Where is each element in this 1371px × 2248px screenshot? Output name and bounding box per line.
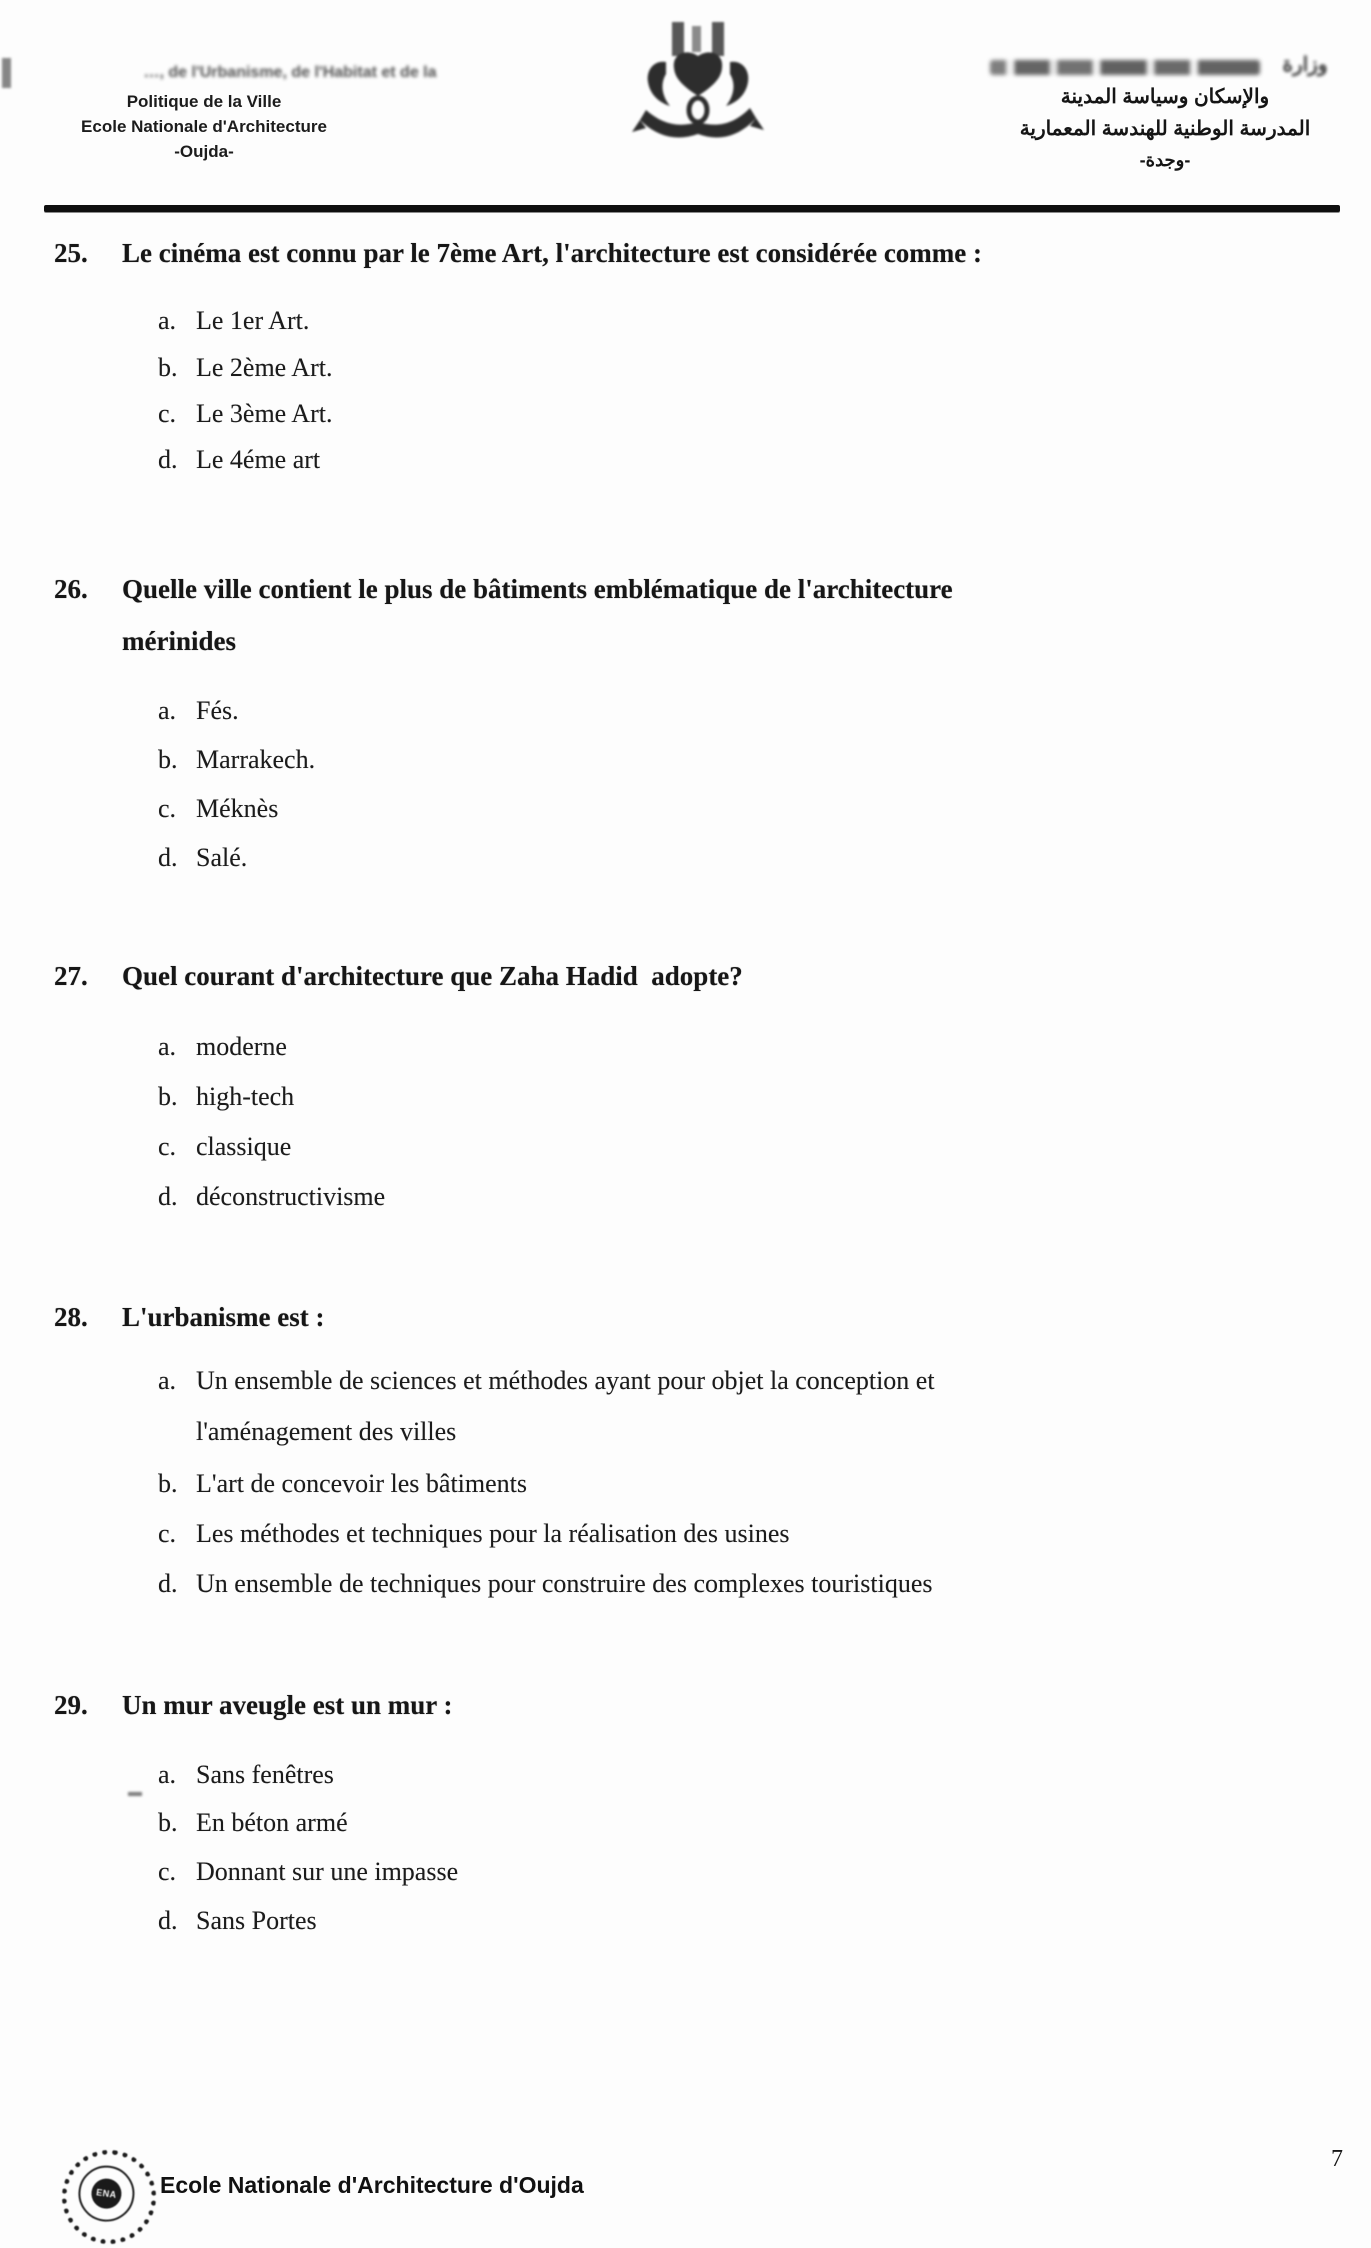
- option-letter: b.: [158, 1808, 178, 1837]
- ministry-name-ar: وزارة: [1282, 54, 1328, 76]
- option-letter: d.: [158, 1569, 178, 1598]
- option-text: classique: [196, 1132, 292, 1161]
- question-number: 29.: [54, 1690, 88, 1720]
- option-letter: b.: [158, 1469, 178, 1498]
- question-number: 28.: [54, 1302, 88, 1332]
- option-letter: c.: [158, 1857, 177, 1886]
- question-text: Quelle ville contient le plus de bâtiments emblématique de l'architecture: [122, 574, 953, 604]
- page-number: 7: [1331, 2146, 1343, 2172]
- option-letter: b.: [158, 1082, 178, 1111]
- question-number: 26.: [54, 574, 88, 604]
- school-name-fr: Ecole Nationale d'Architecture: [81, 117, 327, 136]
- option-letter: d.: [158, 445, 178, 474]
- stamp-monogram: ENA: [90, 2177, 124, 2211]
- option-text: Donnant sur une impasse: [196, 1857, 459, 1886]
- option-text: Marrakech.: [196, 745, 316, 774]
- question-text: Le cinéma est connu par le 7ème Art, l'architecture est considérée comme :: [122, 238, 983, 268]
- option-text: l'aménagement des villes: [196, 1417, 457, 1446]
- question-number: 27.: [54, 961, 88, 991]
- moroccan-coat-of-arms-logo: [628, 22, 768, 177]
- ena-stamp-icon: [56, 2144, 162, 2248]
- header-divider: [44, 205, 1340, 212]
- school-name-ar: المدرسة الوطنية للهندسة المعمارية: [1019, 118, 1311, 140]
- option-letter: d.: [158, 843, 178, 872]
- option-text: Les méthodes et techniques pour la réalisation des usines: [196, 1519, 790, 1548]
- question-text: Quel courant d'architecture que Zaha Hadid adopte?: [122, 961, 743, 991]
- option-text: L'art de concevoir les bâtiments: [196, 1469, 528, 1498]
- footer-school-name: Ecole Nationale d'Architecture d'Oujda: [160, 2172, 584, 2198]
- stamp-inner-ring: [75, 2162, 138, 2225]
- option-text: Fés.: [196, 696, 239, 725]
- option-text: high-tech: [196, 1082, 295, 1111]
- option-text: Le 2ème Art.: [196, 353, 333, 382]
- option-letter: b.: [158, 745, 178, 774]
- option-letter: c.: [158, 1519, 177, 1548]
- ministry-name-line: …, de l'Urbanisme, de l'Habitat et de la: [143, 64, 437, 81]
- ministry-name-ar: والإسكان وسياسة المدينة: [1060, 86, 1270, 108]
- option-letter: d.: [158, 1906, 178, 1935]
- option-text: Le 3ème Art.: [196, 399, 333, 428]
- option-text: moderne: [196, 1032, 287, 1061]
- option-letter: a.: [158, 1760, 177, 1789]
- question-number: 25.: [54, 238, 88, 268]
- question-text: Un mur aveugle est un mur :: [122, 1690, 453, 1720]
- option-text: Un ensemble de sciences et méthodes ayant pour objet la conception et: [196, 1366, 935, 1395]
- question-text: L'urbanisme est :: [122, 1302, 325, 1332]
- option-text: Le 1er Art.: [196, 306, 310, 335]
- option-text: Sans fenêtres: [196, 1760, 334, 1789]
- ministry-name-line: Politique de la Ville: [126, 92, 282, 111]
- option-letter: b.: [158, 353, 178, 382]
- option-letter: c.: [158, 399, 177, 428]
- scan-artifact: [128, 1792, 142, 1796]
- option-letter: a.: [158, 696, 177, 725]
- option-text: Salé.: [196, 843, 248, 872]
- option-letter: c.: [158, 1132, 177, 1161]
- option-text: Un ensemble de techniques pour construire des complexes touristiques: [196, 1569, 933, 1598]
- option-text: En béton armé: [196, 1808, 348, 1837]
- option-text: Méknès: [196, 794, 279, 823]
- ministry-name-ar-smear: [990, 60, 1260, 75]
- option-letter: d.: [158, 1182, 178, 1211]
- option-text: Le 4éme art: [196, 445, 321, 474]
- scan-artifact: [2, 58, 11, 88]
- option-letter: a.: [158, 1032, 177, 1061]
- option-letter: a.: [158, 1366, 177, 1395]
- option-text: Sans Portes: [196, 1906, 317, 1935]
- city-name-ar: -وجدة-: [1139, 150, 1191, 170]
- option-letter: a.: [158, 306, 177, 335]
- question-text: mérinides: [122, 626, 236, 656]
- city-name-fr: -Oujda-: [174, 142, 234, 161]
- option-letter: c.: [158, 794, 177, 823]
- option-text: déconstructivisme: [196, 1182, 386, 1211]
